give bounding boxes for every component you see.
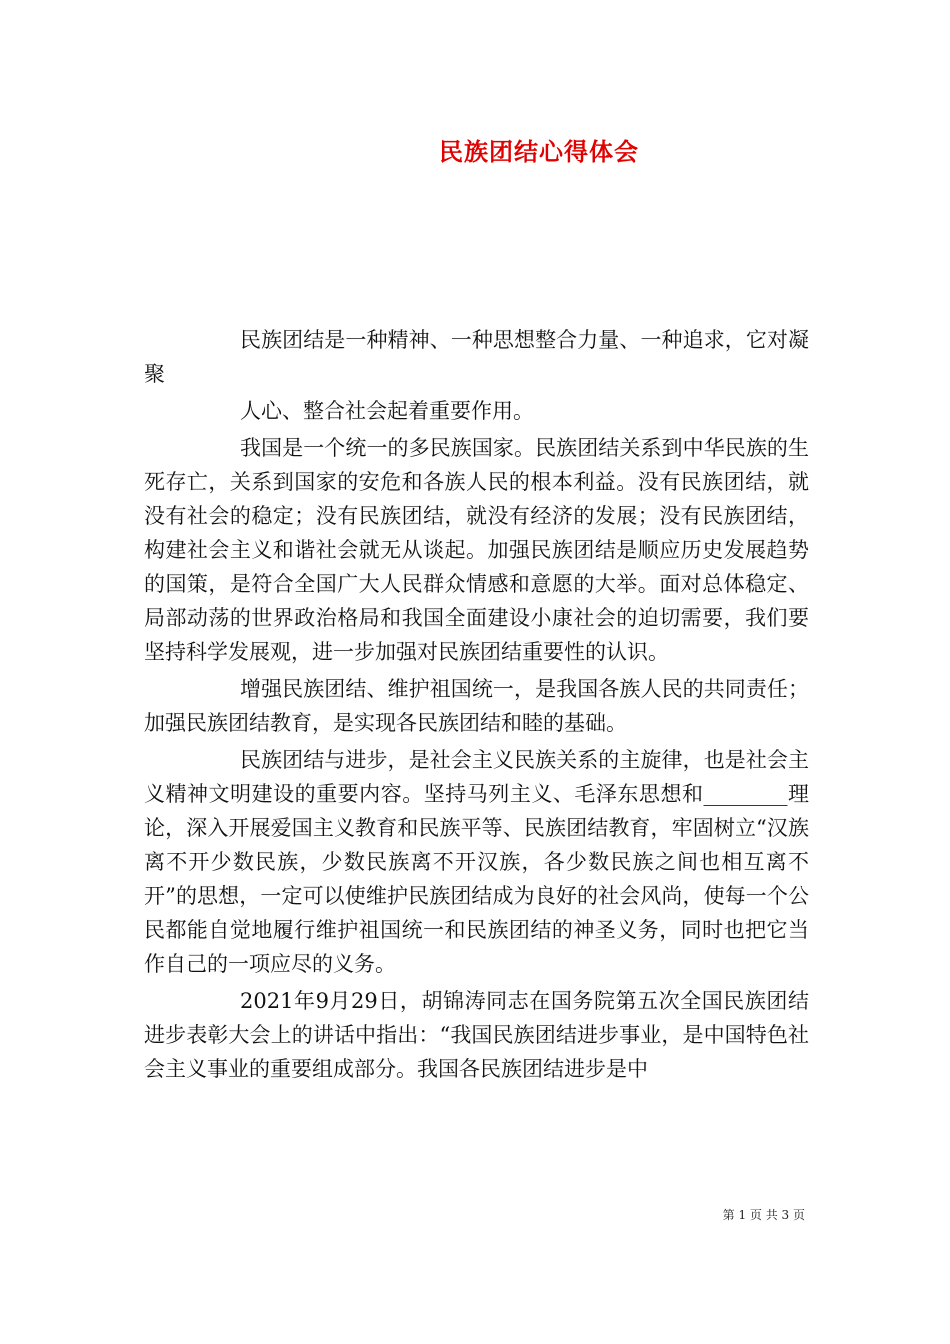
paragraph-3: 我国是一个统一的多民族国家。民族团结关系到中华民族的生死存亡，关系到国家的安危和各族人民的根本利益。没有民族团结，就没有社会的稳定；没有民族团结，就没有经济的发展；没有民族团结，构建社会主义和谐社会就无从谈起。加强民族团结是顺应历史发展趋势的国策，是符合全国广大人民群众情感和意愿的大举。面对总体稳定、局部动荡的世界政治格局和我国全面建设小康社会的迫切需要，我们要坚持科学发展观，进一步加强对民族团结重要性的认识。: [144, 436, 809, 664]
paragraph-1: 民族团结是一种精神、一种思想整合力量、一种追求，它对凝聚: [144, 328, 809, 386]
paragraph-5: 民族团结与进步，是社会主义民族关系的主旋律，也是社会主义精神文明建设的重要内容。坚持马列主义、毛泽东思想和________理论，深入开展爱国主义教育和民族平等、民族团结教育，牢固树立“汉族离不开少数民族，少数民族离不开汉族，各少数民族之间也相互离不开”的思想，一定可以使维护民族团结成为良好的社会风尚，使每一个公民都能自觉地履行维护祖国统一和民族团结的神圣义务，同时也把它当作自己的一项应尽的义务。: [144, 748, 809, 976]
document-body: [144, 323, 809, 1089]
paragraph-2: 人心、整合社会起着重要作用。: [240, 399, 534, 423]
paragraph-6: 2021年9月29日，胡锦涛同志在国务院第五次全国民族团结进步表彰大会上的讲话中指出：“我国民族团结进步事业，是中国特色社会主义事业的重要组成部分。我国各民族团结进步是中: [144, 989, 809, 1081]
paragraph-4: 增强民族团结、维护祖国统一，是我国各族人民的共同责任；加强民族团结教育，是实现各民族团结和睦的基础。: [144, 677, 809, 735]
page-number-footer: 第 1 页 共 3 页: [722, 1208, 805, 1222]
document-title: 民族团结心得体会: [439, 137, 639, 166]
